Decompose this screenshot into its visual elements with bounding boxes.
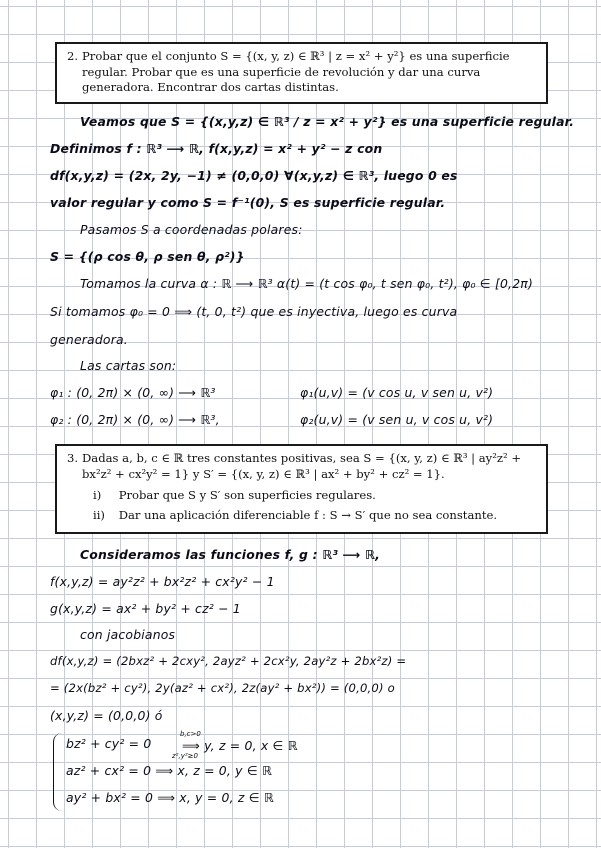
item-text: Dar una aplicación diferenciable f : S → S′ que no sea constante.	[118, 507, 498, 522]
handwritten-line: (x,y,z) = (0,0,0) ó	[50, 708, 163, 723]
handwritten-note: b,c>0	[180, 730, 201, 738]
problem-3-statement: Dadas a, b, c ∈ ℝ tres constantes positivas, sea S = {(x, y, z) ∈ ℝ³ | ay²z² + bx²z² + cx²y² = 1} y S′ = {(x, y, z) ∈ ℝ³ | ax² + by² + cz² = 1}.	[82, 451, 522, 481]
handwritten-line: Las cartas son:	[80, 358, 177, 373]
problem-3-item-i	[67, 488, 538, 504]
problem-3-item-ii	[67, 508, 538, 524]
handwritten-line: con jacobianos	[80, 627, 176, 642]
handwritten-line: Pasamos S a coordenadas polares:	[80, 222, 303, 237]
handwritten-line: generadora.	[50, 332, 128, 347]
handwritten-system-eq-3: ay² + bx² = 0 ⟹ x, y = 0, z ∈ ℝ	[66, 790, 274, 805]
handwritten-line: Definimos f : ℝ³ ⟶ ℝ, f(x,y,z) = x² + y² − z con	[50, 141, 383, 156]
problem-2-number: 2.	[67, 49, 79, 63]
handwritten-line: Tomamos la curva α : ℝ ⟶ ℝ³ α(t) = (t cos φ₀, t sen φ₀, t²), φ₀ ∈ [0,2π)	[80, 276, 533, 291]
system-brace	[53, 733, 62, 811]
handwritten-line: Consideramos las funciones f, g : ℝ³ ⟶ ℝ,	[80, 547, 381, 562]
handwritten-system-eq-2: az² + cx² = 0 ⟹ x, z = 0, y ∈ ℝ	[66, 763, 272, 778]
handwritten-system-eq-1: bz² + cy² = 0	[66, 736, 152, 751]
handwritten-chart-1-formula: φ₁(u,v) = (v cos u, v sen u, v²)	[300, 385, 494, 400]
handwritten-chart-1: φ₁ : (0, 2π) × (0, ∞) ⟶ ℝ³	[50, 385, 216, 400]
problem-3-number: 3.	[67, 451, 79, 465]
handwritten-line: f(x,y,z) = ay²z² + bx²z² + cx²y² − 1	[50, 574, 275, 589]
handwritten-line: g(x,y,z) = ax² + by² + cz² − 1	[50, 601, 241, 616]
handwritten-line: valor regular y como S = f⁻¹(0), S es superficie regular.	[50, 195, 446, 210]
problem-2-statement: Probar que el conjunto S = {(x, y, z) ∈ ℝ³ | z = x² + y²} es una superficie regular. Probar que es una superficie de revolución y dar una curva generadora. Encontrar dos cartas distintas.	[82, 49, 510, 94]
problem-2-box	[55, 42, 548, 104]
handwritten-line: df(x,y,z) = (2x, 2y, −1) ≠ (0,0,0) ∀(x,y,z) ∈ ℝ³, luego 0 es	[50, 168, 458, 183]
item-text: Probar que S y S′ son superficies regulares.	[118, 488, 376, 502]
handwritten-line: S = {(ρ cos θ, ρ sen θ, ρ²)}	[50, 249, 245, 264]
handwritten-line: Veamos que S = {(x,y,z) ∈ ℝ³ / z = x² + y²} es una superficie regular.	[80, 114, 575, 129]
handwritten-line: Si tomamos φ₀ = 0 ⟹ (t, 0, t²) que es inyectiva, luego es curva	[50, 304, 458, 319]
handwritten-line: df(x,y,z) = (2bxz² + 2cxy², 2ayz² + 2cx²y, 2ay²z + 2bx²z) =	[50, 654, 407, 668]
handwritten-chart-2-formula: φ₂(u,v) = (v sen u, v cos u, v²)	[300, 412, 494, 427]
handwritten-system-result-1: ⟹ y, z = 0, x ∈ ℝ	[182, 738, 298, 753]
handwritten-note: z²,y²≥0	[172, 752, 198, 760]
item-label: i)	[93, 488, 102, 502]
handwritten-chart-2: φ₂ : (0, 2π) × (0, ∞) ⟶ ℝ³,	[50, 412, 220, 427]
item-label: ii)	[93, 507, 105, 522]
problem-3-box	[55, 444, 548, 534]
handwritten-line: = (2x(bz² + cy²), 2y(az² + cx²), 2z(ay² + bx²)) = (0,0,0) o	[50, 681, 395, 695]
